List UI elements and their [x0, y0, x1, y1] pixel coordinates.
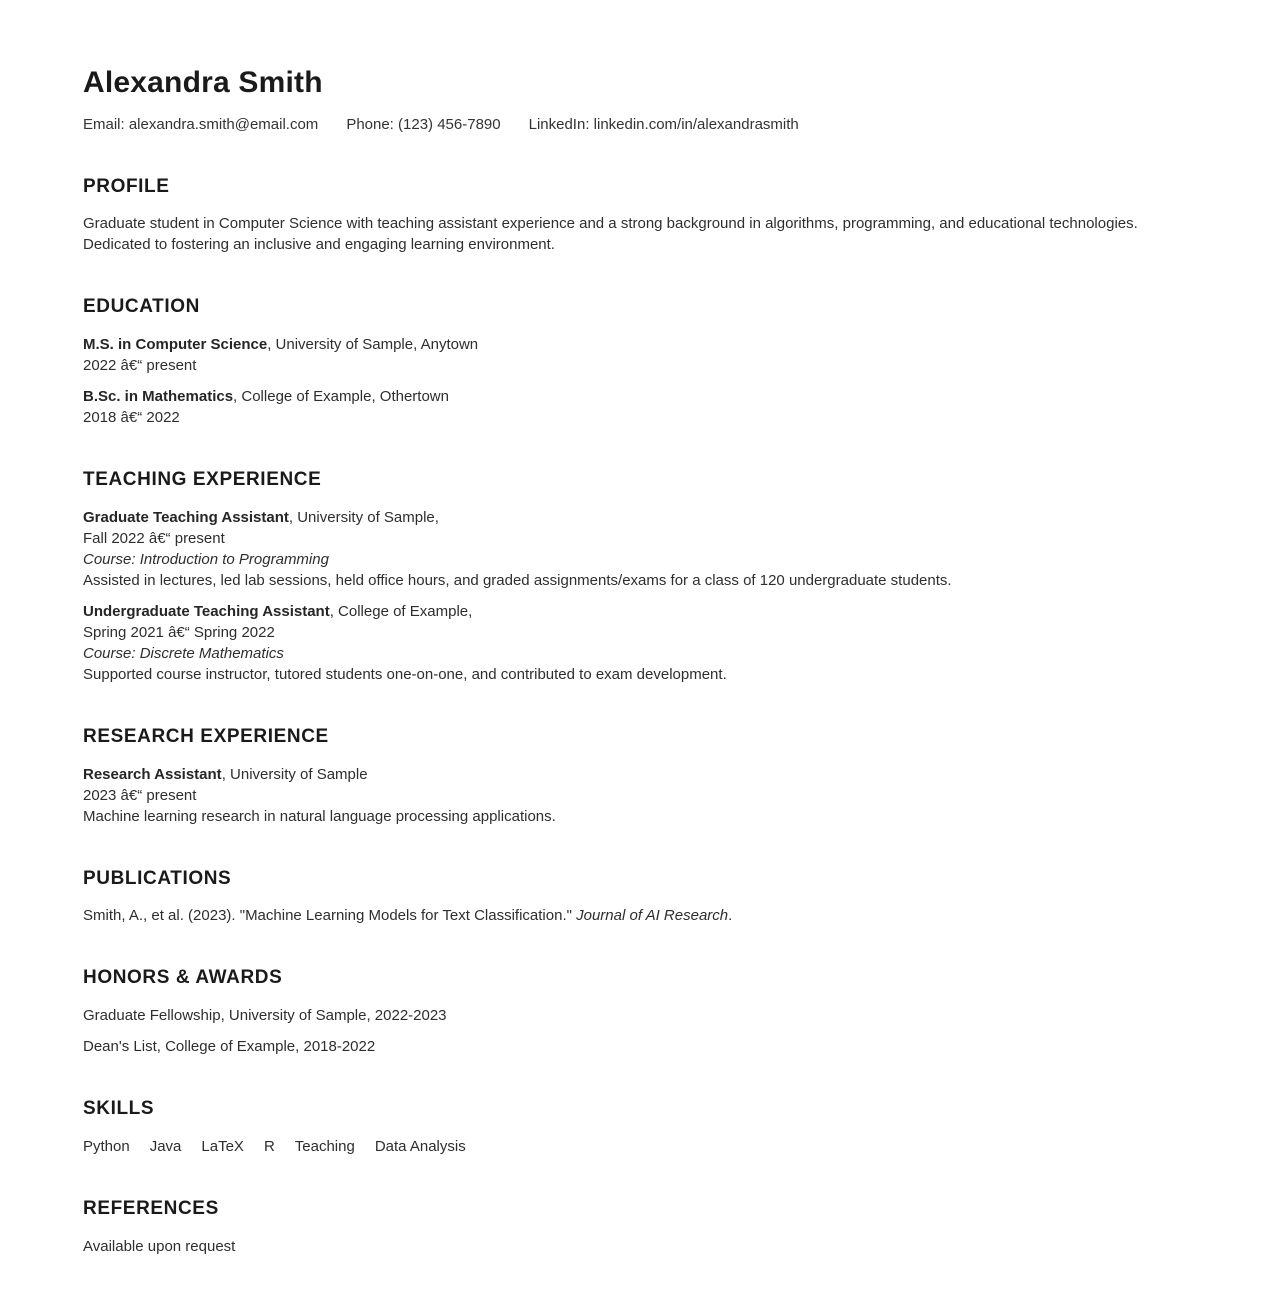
teaching-role-line	[83, 601, 1195, 622]
profile-section-title: PROFILE	[83, 175, 170, 197]
section-education	[83, 296, 1195, 428]
references-section-title: REFERENCES	[83, 1198, 219, 1220]
contact-linkedin: LinkedIn: linkedin.com/in/alexandrasmith	[528, 115, 799, 133]
publications-section-title: PUBLICATIONS	[83, 867, 232, 889]
degree-detail: , College of Example, Othertown	[233, 388, 449, 406]
teaching-description: Supported course instructor, tutored students one-on-one, and contributed to exam development.	[83, 665, 727, 683]
publication-citation: Smith, A., et al. (2023). "Machine Learning Models for Text Classification."	[83, 907, 577, 925]
skill-item: Python	[83, 1138, 130, 1156]
education-degree-line	[83, 386, 1195, 407]
section-skills	[83, 1098, 1195, 1157]
role-name: Graduate Teaching Assistant	[83, 508, 289, 526]
section-teaching-experience	[83, 469, 1195, 685]
section-references	[83, 1198, 1195, 1257]
teaching-course: Course: Discrete Mathematics	[83, 644, 284, 662]
role-detail: , College of Example,	[329, 602, 473, 620]
teaching-role-line	[83, 507, 1195, 528]
contact-email: Email: alexandra.smith@email.com	[83, 115, 319, 133]
education-dates: 2018 â€“ 2022	[83, 409, 180, 427]
person-name: Alexandra Smith	[83, 66, 323, 99]
research-entry	[83, 764, 1195, 827]
teaching-course: Course: Introduction to Programming	[83, 550, 329, 568]
teaching-dates: Spring 2021 â€“ Spring 2022	[83, 623, 275, 641]
role-detail: , University of Sample	[221, 765, 368, 783]
section-honors-awards	[83, 967, 1195, 1057]
research-section-title: RESEARCH EXPERIENCE	[83, 725, 329, 747]
skills-list	[83, 1136, 1195, 1157]
skill-item: Java	[149, 1138, 182, 1156]
research-description: Machine learning research in natural language processing applications.	[83, 807, 556, 825]
contact-phone: Phone: (123) 456-7890	[346, 115, 501, 133]
honor-item: Dean's List, College of Example, 2018-2022	[83, 1038, 376, 1056]
honor-item: Graduate Fellowship, University of Sample, 2022-2023	[83, 1007, 447, 1025]
teaching-section-title: TEACHING EXPERIENCE	[83, 469, 322, 491]
references-text: Available upon request	[83, 1237, 236, 1255]
education-entry	[83, 334, 1195, 376]
honors-section-title: HONORS & AWARDS	[83, 967, 283, 989]
section-research-experience	[83, 726, 1195, 827]
skill-item: Teaching	[294, 1138, 355, 1156]
publication-period: .	[728, 907, 733, 925]
publication-item	[83, 905, 1195, 926]
section-profile	[83, 176, 1195, 256]
education-section-title: EDUCATION	[83, 296, 200, 318]
role-name: Undergraduate Teaching Assistant	[83, 602, 330, 620]
skill-item: Data Analysis	[374, 1138, 466, 1156]
contact-info	[83, 115, 1195, 135]
skill-item: LaTeX	[201, 1138, 244, 1156]
degree-name: M.S. in Computer Science	[83, 336, 268, 354]
degree-detail: , University of Sample, Anytown	[267, 336, 479, 354]
education-degree-line	[83, 334, 1195, 355]
publication-journal: Journal of AI Research	[576, 907, 729, 925]
education-entry	[83, 386, 1195, 428]
research-dates: 2023 â€“ present	[83, 786, 197, 804]
teaching-dates: Fall 2022 â€“ present	[83, 529, 225, 547]
education-dates: 2022 â€“ present	[83, 357, 197, 375]
role-name: Research Assistant	[83, 765, 222, 783]
teaching-entry	[83, 601, 1195, 685]
role-detail: , University of Sample,	[288, 508, 439, 526]
teaching-description: Assisted in lectures, led lab sessions, held office hours, and graded assignments/exams for a class of 120 undergraduate students.	[83, 571, 952, 589]
profile-summary: Graduate student in Computer Science with teaching assistant experience and a strong background in algorithms, programming, and educational technologies. Dedicated to fostering an inclusive and engaging learning environment.	[83, 215, 1138, 254]
skill-item: R	[263, 1138, 275, 1156]
research-role-line	[83, 764, 1195, 785]
skills-section-title: SKILLS	[83, 1098, 155, 1120]
section-publications	[83, 868, 1195, 927]
teaching-entry	[83, 507, 1195, 591]
degree-name: B.Sc. in Mathematics	[83, 388, 234, 406]
